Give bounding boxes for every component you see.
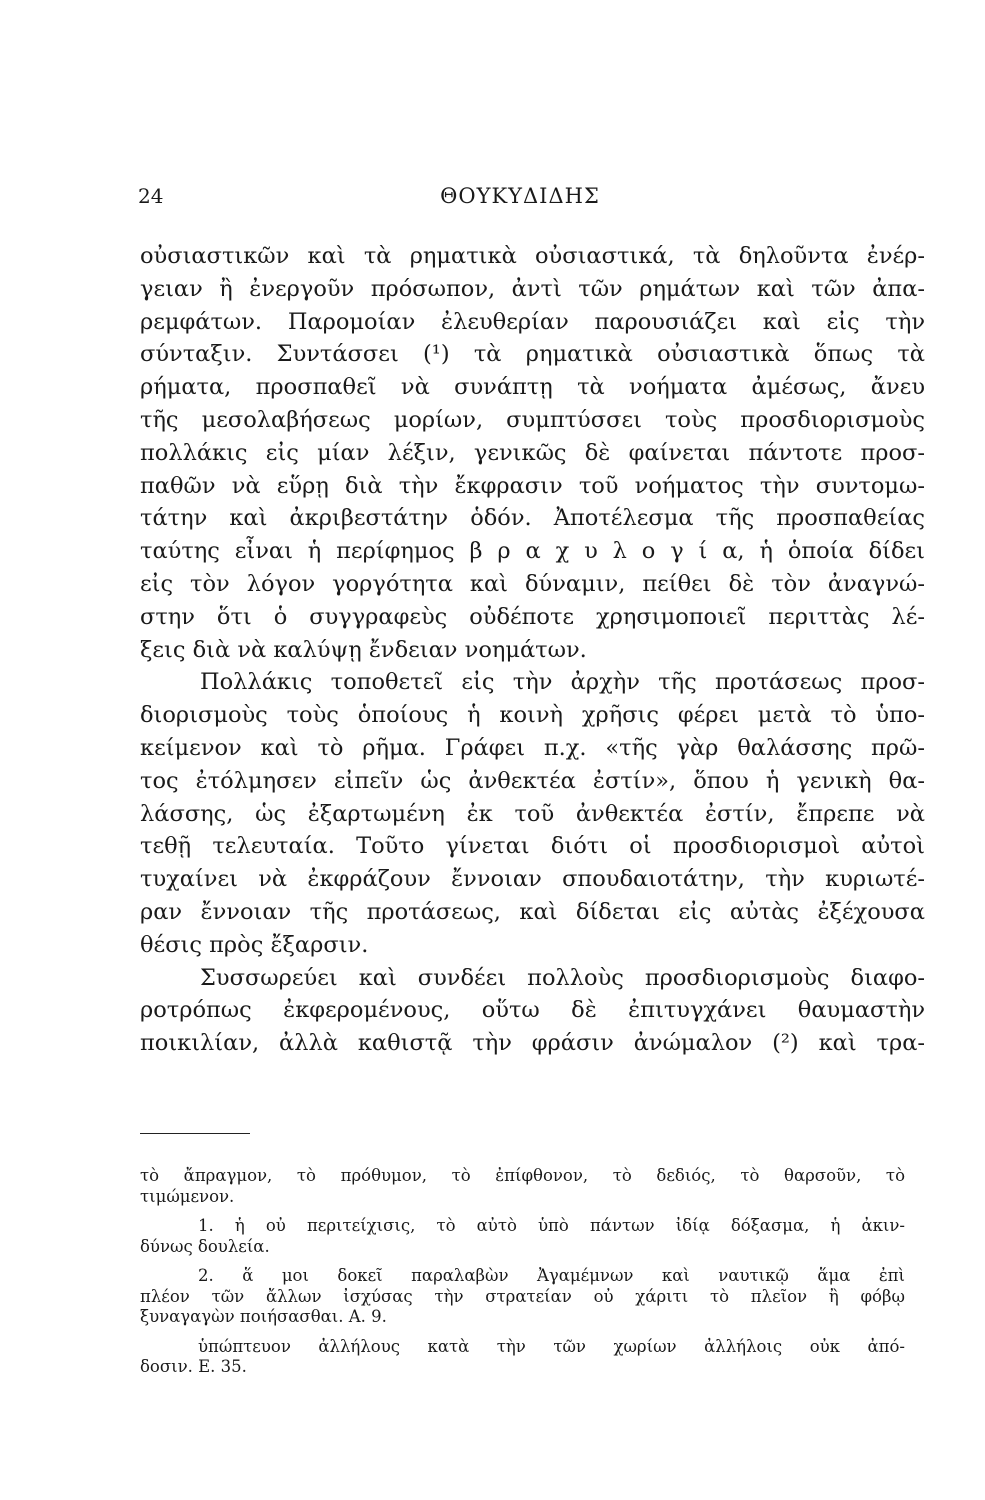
footnote-line: τιμώμενον. xyxy=(140,1186,235,1206)
main-text xyxy=(140,240,925,1060)
footnote-line: δύνως δουλεία. xyxy=(140,1236,270,1256)
text-line: τῆς μεσολαβήσεως μορίων, συμπτύσσει τοὺς προσδιορισμοὺς xyxy=(140,406,925,433)
text-line: Πολλάκις τοποθετεῖ εἰς τὴν ἀρχὴν τῆς προτάσεως προσ- xyxy=(200,669,925,696)
footnotes xyxy=(140,1166,905,1378)
text-line: ταύτης εἶναι ἡ περίφημος β ρ α χ υ λ ο γ ί α, ἡ ὁποία δίδει xyxy=(140,538,925,565)
text-line: θέσις πρὸς ἔξαρσιν. xyxy=(140,931,369,958)
text-line: τος ἐτόλμησεν εἰπεῖν ὡς ἀνθεκτέα ἐστίν», ὅπου ἡ γενικὴ θα- xyxy=(140,767,925,794)
text-line: Συσσωρεύει καὶ συνδέει πολλοὺς προσδιορισμοὺς διαφο- xyxy=(200,964,925,991)
text-line: κείμενον καὶ τὸ ρῆμα. Γράφει π.χ. «τῆς γὰρ θαλάσσης πρῶ- xyxy=(140,734,925,761)
page-number: 24 xyxy=(138,184,164,208)
text-line: τάτην καὶ ἀκριβεστάτην ὁδόν. Ἀποτέλεσμα τῆς προσπαθείας xyxy=(140,505,925,532)
text-line: τεθῇ τελευταία. Τοῦτο γίνεται διότι οἱ προσδιορισμοὶ αὐτοὶ xyxy=(140,833,925,860)
text-line: διορισμοὺς τοὺς ὁποίους ἡ κοινὴ χρῆσις φέρει μετὰ τὸ ὑπο- xyxy=(140,702,925,729)
text-line: ραν ἔννοιαν τῆς προτάσεως, καὶ δίδεται εἰς αὐτὰς ἐξέχουσα xyxy=(140,898,925,925)
text-line: οὐσιαστικῶν καὶ τὰ ρηματικὰ οὐσιαστικά, τὰ δηλοῦντα ἐνέρ- xyxy=(140,243,925,269)
text-line: ποικιλίαν, ἀλλὰ καθιστᾷ τὴν φράσιν ἀνώμαλον (²) καὶ τρα- xyxy=(140,1030,925,1057)
footnote-line: πλέον τῶν ἄλλων ἰσχύσας τὴν στρατείαν οὐ χάριτι τὸ πλεῖον ἢ φόβῳ xyxy=(140,1286,905,1306)
footnote-line: 1. ἡ οὐ περιτείχισις, τὸ αὐτὸ ὑπὸ πάντων ἰδίᾳ δόξασμα, ἡ ἀκιν- xyxy=(198,1216,905,1235)
running-title: ΘΟΥΚΥΔΙΔΗΣ xyxy=(440,184,600,208)
text-line: ρήματα, προσπαθεῖ νὰ συνάπτῃ τὰ νοήματα ἀμέσως, ἄνευ xyxy=(140,374,925,401)
text-line: τυχαίνει νὰ ἐκφράζουν ἔννοιαν σπουδαιοτάτην, τὴν κυριωτέ- xyxy=(140,866,925,893)
text-line: παθῶν νὰ εὕρῃ διὰ τὴν ἔκφρασιν τοῦ νοήματος τὴν συντομω- xyxy=(140,472,925,499)
text-line: εἰς τὸν λόγον γοργότητα καὶ δύναμιν, πείθει δὲ τὸν ἀναγνώ- xyxy=(140,570,925,597)
text-line: ρεμφάτων. Παρομοίαν ἐλευθερίαν παρουσιάζει καὶ εἰς τὴν xyxy=(140,308,925,335)
footnote-line: 2. ἅ μοι δοκεῖ παραλαβὼν Ἀγαμέμνων καὶ ναυτικῷ ἅμα ἐπὶ xyxy=(198,1266,905,1285)
footnote-line: ξυναγαγὼν ποιήσασθαι. Α. 9. xyxy=(140,1307,387,1326)
text-line: πολλάκις εἰς μίαν λέξιν, γενικῶς δὲ φαίνεται πάντοτε προσ- xyxy=(140,439,925,466)
text-line: στην ὅτι ὁ συγγραφεὺς οὐδέποτε χρησιμοποιεῖ περιττὰς λέ- xyxy=(140,603,925,630)
footnote-line: δοσιν. Ε. 35. xyxy=(140,1357,247,1376)
text-line: ξεις διὰ νὰ καλύψῃ ἔνδειαν νοημάτων. xyxy=(140,636,587,663)
text-line: ροτρόπως ἐκφερομένους, οὕτω δὲ ἐπιτυγχάνει θαυμαστὴν xyxy=(140,997,925,1024)
footnote-divider xyxy=(140,1133,250,1134)
text-line: σύνταξιν. Συντάσσει (¹) τὰ ρηματικὰ οὐσιαστικὰ ὅπως τὰ xyxy=(140,341,925,368)
footnote-line: τὸ ἄπραγμον, τὸ πρόθυμον, τὸ ἐπίφθονον, τὸ δεδιός, τὸ θαρσοῦν, τὸ xyxy=(140,1166,905,1185)
text-line: λάσσης, ὡς ἐξαρτωμένη ἐκ τοῦ ἀνθεκτέα ἐστίν, ἔπρεπε νὰ xyxy=(140,800,925,827)
footnote-line: ὑπώπτευον ἀλλήλους κατὰ τὴν τῶν χωρίων ἀλλήλοις οὐκ ἀπό- xyxy=(198,1336,905,1356)
text-line: γειαν ἢ ἐνεργοῦν πρόσωπον, ἀντὶ τῶν ρημάτων καὶ τῶν ἀπα- xyxy=(140,275,925,302)
